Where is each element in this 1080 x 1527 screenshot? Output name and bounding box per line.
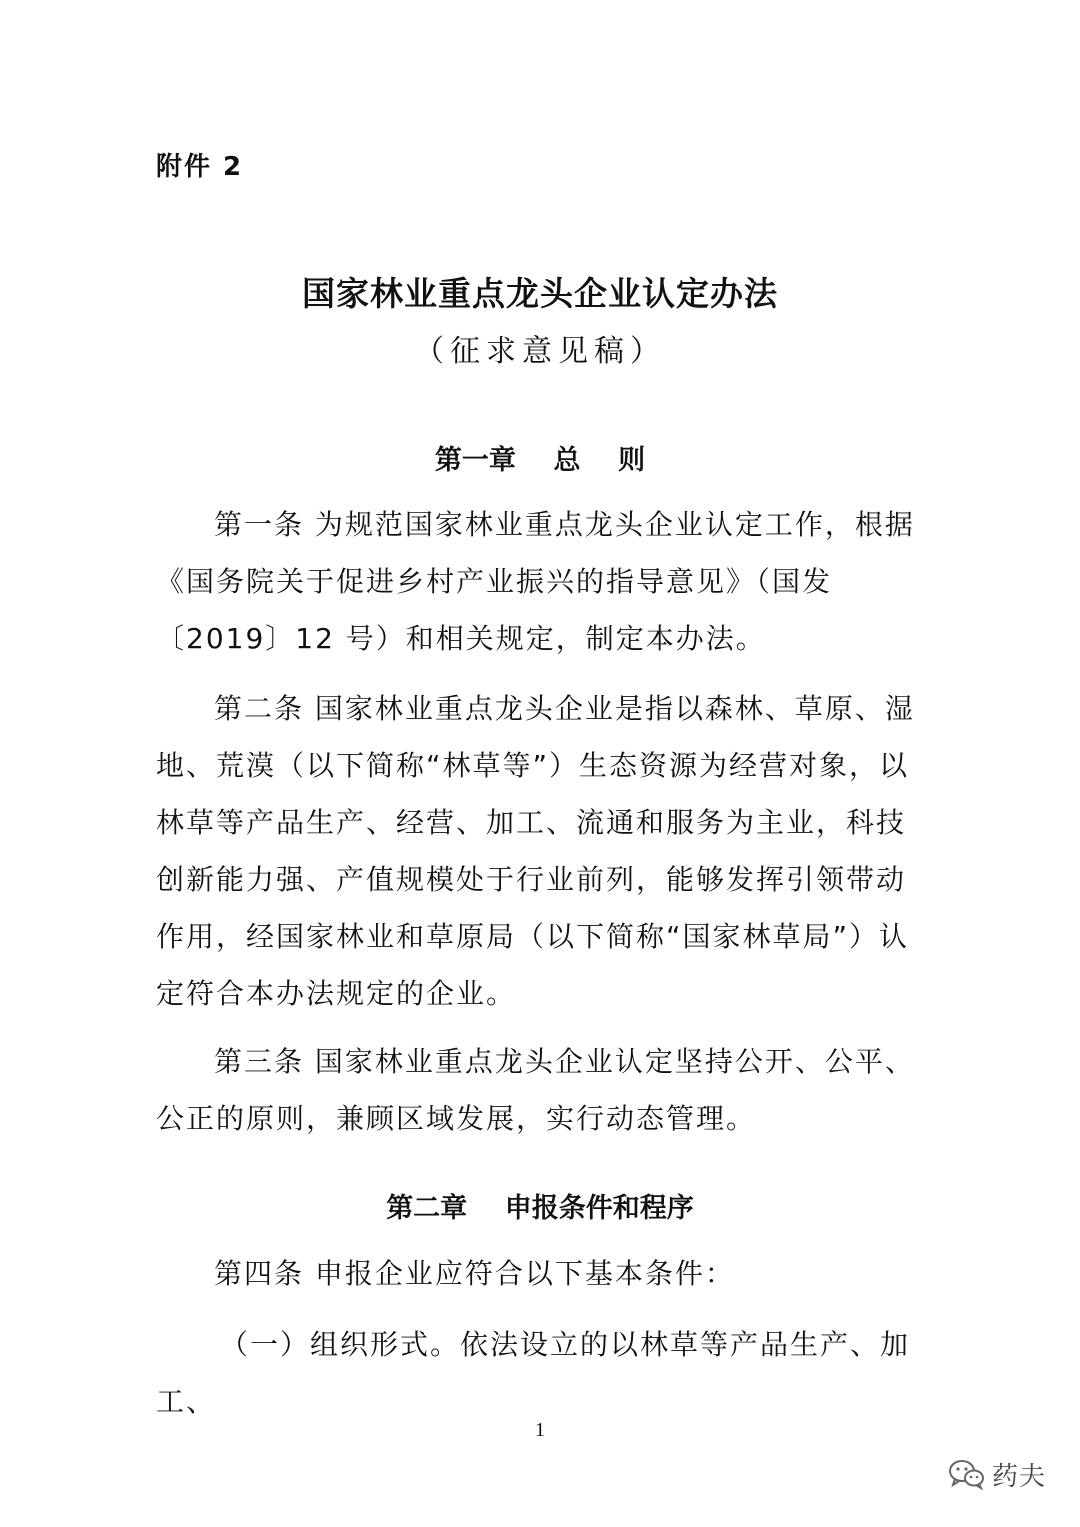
wechat-icon bbox=[948, 1458, 986, 1490]
watermark bbox=[948, 1454, 1046, 1494]
article-4-item-1: （一）组织形式。依法设立的以林草等产品生产、加工、 bbox=[156, 1328, 911, 1418]
watermark-text: 药夫 bbox=[992, 1461, 1047, 1492]
article-3: 第三条 国家林业重点龙头企业认定坚持公开、公平、公正的原则，兼顾区域发展，实行动态管理。 bbox=[156, 1045, 915, 1135]
document-subtitle: （征求意见稿） bbox=[414, 334, 666, 369]
attachment-label: 附件 2 bbox=[156, 152, 244, 182]
article-2: 第二条 国家林业重点龙头企业是指以森林、草原、湿地、荒漠（以下简称“林草等”）生态资源为经营对象，以林草等产品生产、经营、加工、流通和服务为主业，科技创新能力强、产值规模处于行业前列，能够发挥引领带动作用，经国家林业和草原局（以下简称“国家林草局”）认定符合本办法规定的企业。 bbox=[156, 692, 915, 1010]
page-number: 1 bbox=[535, 1419, 545, 1441]
chapter-heading-2: 第二章 申报条件和程序 bbox=[386, 1193, 694, 1224]
document-title: 国家林业重点龙头企业认定办法 bbox=[302, 274, 778, 313]
chapter-heading-1: 第一章 总 则 bbox=[434, 445, 646, 476]
article-1: 第一条 为规范国家林业重点龙头企业认定工作，根据《国务院关于促进乡村产业振兴的指导意见》（国发〔2019〕12 号）和相关规定，制定本办法。 bbox=[156, 508, 915, 655]
article-4: 第四条 申报企业应符合以下基本条件： bbox=[214, 1257, 735, 1290]
